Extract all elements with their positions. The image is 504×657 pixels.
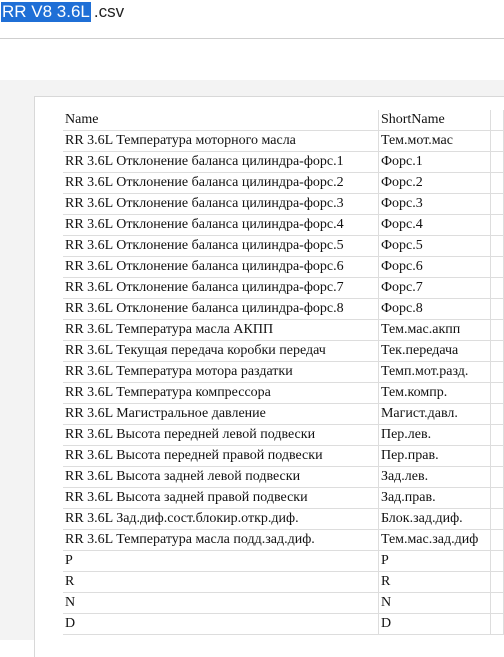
table-row	[63, 404, 504, 425]
empty-cell	[491, 467, 504, 488]
table-row	[63, 446, 504, 467]
shortname-cell: Пер.прав.	[378, 446, 490, 467]
table-row	[63, 299, 504, 320]
table-row	[63, 467, 504, 488]
empty-cell	[491, 131, 504, 152]
empty-cell	[491, 488, 504, 509]
empty-cell	[491, 425, 504, 446]
shortname-cell: Пер.лев.	[378, 425, 490, 446]
empty-cell	[491, 152, 504, 173]
shortname-cell: Зад.прав.	[378, 488, 490, 509]
name-cell: RR 3.6L Высота задней правой подвески	[63, 488, 378, 509]
table-row	[63, 320, 504, 341]
filename-extension: .csv	[93, 2, 125, 21]
shortname-cell: Форс.6	[378, 257, 490, 278]
table-row	[63, 551, 504, 572]
table-row	[63, 173, 504, 194]
name-cell: RR 3.6L Отклонение баланса цилиндра-форс.5	[63, 236, 378, 257]
table-header-row	[63, 110, 504, 131]
empty-cell	[491, 236, 504, 257]
empty-cell	[491, 320, 504, 341]
shortname-cell: Тем.мас.зад.диф	[378, 530, 490, 551]
shortname-cell: Тем.компр.	[378, 383, 490, 404]
table-row	[63, 362, 504, 383]
empty-cell	[491, 614, 504, 635]
name-cell: RR 3.6L Текущая передача коробки передач	[63, 341, 378, 362]
shortname-cell: Форс.7	[378, 278, 490, 299]
shortname-cell: P	[378, 551, 490, 572]
shortname-cell: Форс.1	[378, 152, 490, 173]
name-cell: RR 3.6L Температура масла АКПП	[63, 320, 378, 341]
name-cell: RR 3.6L Отклонение баланса цилиндра-форс.4	[63, 215, 378, 236]
empty-cell	[491, 299, 504, 320]
table-row	[63, 194, 504, 215]
name-cell: RR 3.6L Магистральное давление	[63, 404, 378, 425]
table-row	[63, 593, 504, 614]
name-cell: Name	[63, 110, 378, 131]
filename-rename-bar	[0, 0, 504, 39]
name-cell: RR 3.6L Температура компрессора	[63, 383, 378, 404]
table-row	[63, 236, 504, 257]
empty-cell	[491, 572, 504, 593]
shortname-cell: Блок.зад.диф.	[378, 509, 490, 530]
table-row	[63, 530, 504, 551]
name-cell: RR 3.6L Отклонение баланса цилиндра-форс.6	[63, 257, 378, 278]
table-row	[63, 488, 504, 509]
name-cell: RR 3.6L Высота задней левой подвески	[63, 467, 378, 488]
empty-cell	[491, 215, 504, 236]
shortname-cell: ShortName	[378, 110, 490, 131]
table-row	[63, 509, 504, 530]
shortname-cell: R	[378, 572, 490, 593]
name-cell: RR 3.6L Зад.диф.сост.блокир.откр.диф.	[63, 509, 378, 530]
empty-cell	[491, 257, 504, 278]
shortname-cell: Форс.8	[378, 299, 490, 320]
empty-cell	[491, 194, 504, 215]
shortname-cell: Зад.лев.	[378, 467, 490, 488]
table-row	[63, 152, 504, 173]
empty-cell	[491, 341, 504, 362]
filename-edit-field[interactable]	[1, 2, 124, 24]
table-row	[63, 425, 504, 446]
table-row	[63, 131, 504, 152]
empty-cell	[491, 446, 504, 467]
filename-selected-text[interactable]: RR V8 3.6L	[2, 2, 90, 21]
name-cell: P	[63, 551, 378, 572]
empty-cell	[491, 530, 504, 551]
name-cell: RR 3.6L Отклонение баланса цилиндра-форс.3	[63, 194, 378, 215]
empty-cell	[491, 383, 504, 404]
name-cell: RR 3.6L Температура моторного масла	[63, 131, 378, 152]
shortname-cell: Форс.2	[378, 173, 490, 194]
empty-cell	[491, 509, 504, 530]
empty-cell	[491, 593, 504, 614]
empty-cell	[491, 404, 504, 425]
csv-table	[63, 110, 504, 635]
shortname-cell: Темп.мот.разд.	[378, 362, 490, 383]
empty-cell	[491, 551, 504, 572]
name-cell: R	[63, 572, 378, 593]
table-row	[63, 215, 504, 236]
table-row	[63, 383, 504, 404]
name-cell: RR 3.6L Температура масла подд.зад.диф.	[63, 530, 378, 551]
name-cell: RR 3.6L Температура мотора раздатки	[63, 362, 378, 383]
table-row	[63, 278, 504, 299]
table-row	[63, 341, 504, 362]
name-cell: RR 3.6L Отклонение баланса цилиндра-форс.1	[63, 152, 378, 173]
name-cell: RR 3.6L Высота передней левой подвески	[63, 425, 378, 446]
shortname-cell: Форс.4	[378, 215, 490, 236]
shortname-cell: Тем.мот.мас	[378, 131, 490, 152]
name-cell: RR 3.6L Высота передней правой подвески	[63, 446, 378, 467]
shortname-cell: D	[378, 614, 490, 635]
shortname-cell: N	[378, 593, 490, 614]
shortname-cell: Тем.мас.акпп	[378, 320, 490, 341]
name-cell: D	[63, 614, 378, 635]
table-row	[63, 257, 504, 278]
empty-cell	[491, 362, 504, 383]
name-cell: N	[63, 593, 378, 614]
empty-cell	[491, 278, 504, 299]
empty-cell	[491, 173, 504, 194]
table-row	[63, 614, 504, 635]
shortname-cell: Тек.передача	[378, 341, 490, 362]
shortname-cell: Форс.3	[378, 194, 490, 215]
empty-cell	[491, 110, 504, 131]
name-cell: RR 3.6L Отклонение баланса цилиндра-форс.8	[63, 299, 378, 320]
shortname-cell: Магист.давл.	[378, 404, 490, 425]
table-row	[63, 572, 504, 593]
name-cell: RR 3.6L Отклонение баланса цилиндра-форс.7	[63, 278, 378, 299]
name-cell: RR 3.6L Отклонение баланса цилиндра-форс.2	[63, 173, 378, 194]
shortname-cell: Форс.5	[378, 236, 490, 257]
